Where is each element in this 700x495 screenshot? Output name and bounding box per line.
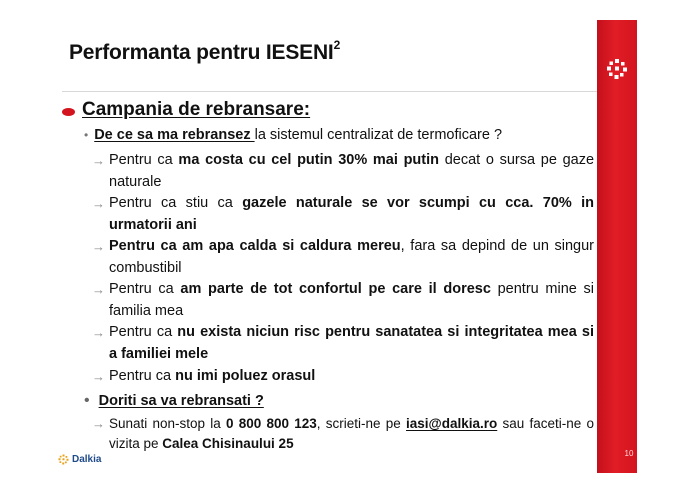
address: Calea Chisinaului 25 [162, 436, 294, 451]
arrow-bullet-icon: → [92, 153, 105, 168]
cta-contact-item: → Sunati non-stop la 0 800 800 123, scrieti-ne pe iasi@dalkia.ro sau faceti-ne o vizita pe Calea Chisinaului 25 [92, 416, 594, 451]
reason-item: → Pentru ca am parte de tot confortul pe care il doresc pentru mine si familia mea [92, 281, 594, 319]
email-link[interactable]: iasi@dalkia.ro [406, 416, 498, 431]
arrow-bullet-icon: → [92, 239, 105, 254]
dalkia-star-icon [606, 58, 628, 80]
dalkia-star-icon [58, 454, 69, 465]
reason-item: → Pentru ca stiu ca gazele naturale se vor scumpi cu cca. 70% in urmatorii ani [92, 195, 594, 233]
phone-number: 0 800 800 123 [226, 416, 317, 431]
red-bullet-icon [62, 108, 75, 116]
brand-name: Dalkia [72, 454, 102, 465]
arrow-bullet-icon: → [92, 282, 105, 297]
reason-item: → Pentru ca am apa calda si caldura mereu, fara sa depind de un singur combustibil [92, 238, 595, 276]
footer-brand-logo [58, 454, 101, 465]
arrow-bullet-icon: → [92, 196, 105, 211]
cta-heading-item: • Doriti sa va rebransati ? [84, 392, 264, 409]
brand-side-band [597, 20, 637, 473]
slide-title: Performanta pentru IESENI$^2$ [69, 38, 341, 64]
arrow-bullet-icon: → [92, 416, 105, 431]
bullet-dot-icon: • [84, 392, 90, 409]
title-superscript: 2 [333, 38, 341, 52]
arrow-bullet-icon: → [92, 325, 105, 340]
question-item: • De ce sa ma rebransez la sistemul centralizat de termoficare ? [84, 127, 503, 143]
bullet-dot-icon: • [84, 128, 89, 142]
reason-item: → Pentru ca nu exista niciun risc pentru sanatatea si integritatea mea si a familiei mele [92, 324, 595, 362]
title-divider [62, 91, 597, 92]
page-number: 10 [624, 449, 634, 458]
arrow-bullet-icon: → [92, 369, 105, 384]
reason-item: → Pentru ca nu imi poluez orasul [92, 366, 594, 388]
section-heading: Campania de rebransare: [62, 99, 310, 121]
reason-item: → Pentru ca ma costa cu cel putin 30% mai putin decat o sursa pe gaze naturale [92, 152, 595, 190]
